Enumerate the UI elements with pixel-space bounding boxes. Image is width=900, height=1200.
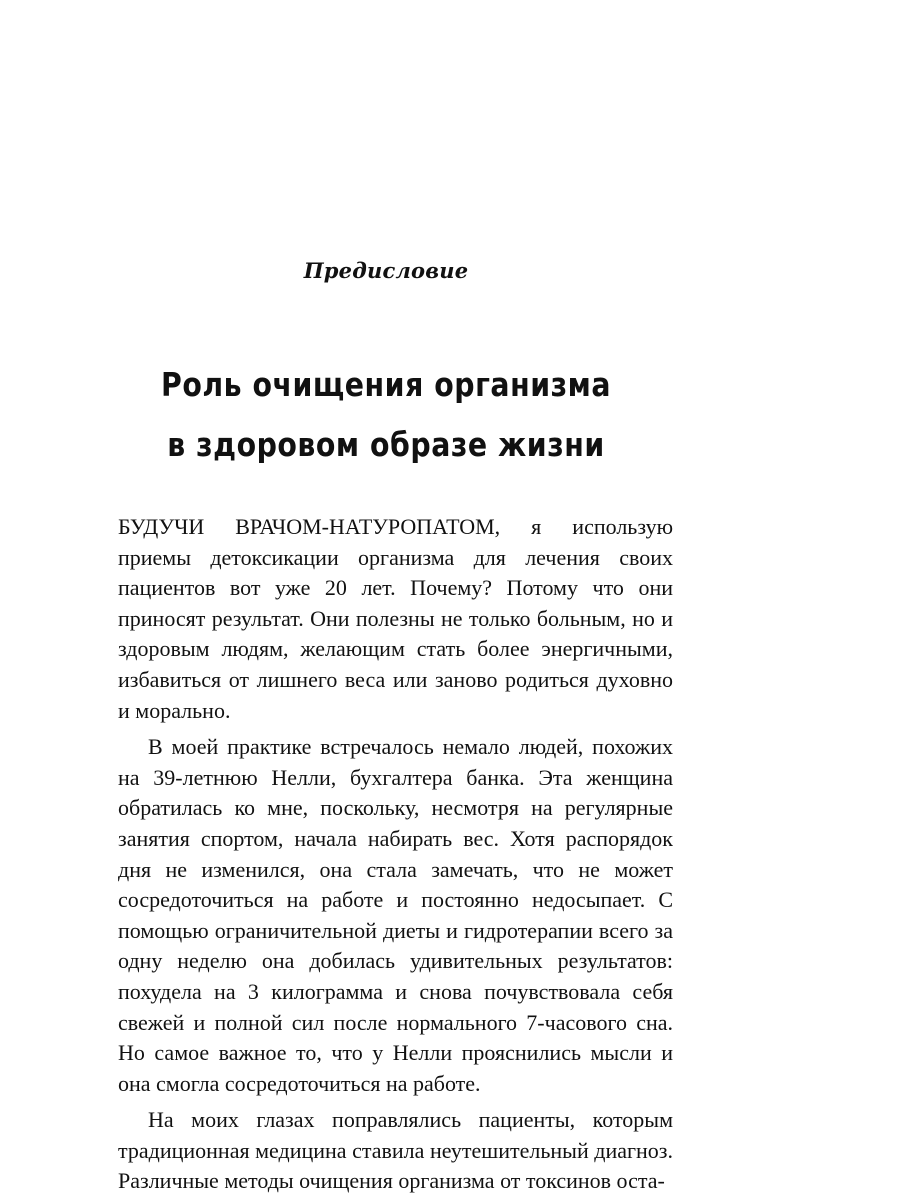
paragraph-3: На моих глазах поправлялись пациенты, которым традиционная медицина ставила неутешительный диагноз. Различные методы очищения организма от токсинов оста- — [118, 1107, 673, 1194]
body-text — [118, 512, 673, 1197]
chapter-title — [54, 355, 718, 475]
paragraph-1: БУДУЧИ ВРАЧОМ-НАТУРОПАТОМ, я использую приемы детоксикации организма для лечения своих пациентов вот уже 20 лет. Почему? Потому что они приносят результат. Они полезны не только больным, но и здоровым людям, желающим стать более энергичными, избавиться от лишнего веса или заново родиться духовно и морально. — [118, 514, 673, 723]
paragraph-2: В моей практике встречалось немало людей, похожих на 39-летнюю Нелли, бухгалтера банка. Эта женщина обратилась ко мне, поскольку, несмотря на регулярные занятия спортом, начала набирать вес. Хотя распорядок дня не изменился, она стала замечать, что не может сосредоточиться на работе и постоянно недосыпает. С помощью ограничительной диеты и гидротерапии всего за одну неделю она добилась удивительных результатов: похудела на 3 килограмма и снова почувствовала себя свежей и полной сил после нормального 7-часового сна. Но самое важное то, что у Нелли прояснились мысли и она смогла сосредоточиться на работе. — [118, 734, 673, 1096]
chapter-title-line-2: в здоровом образе жизни — [167, 425, 605, 464]
chapter-title-line-1: Роль очищения организма — [161, 365, 611, 404]
section-label: Предисловие — [303, 258, 469, 283]
